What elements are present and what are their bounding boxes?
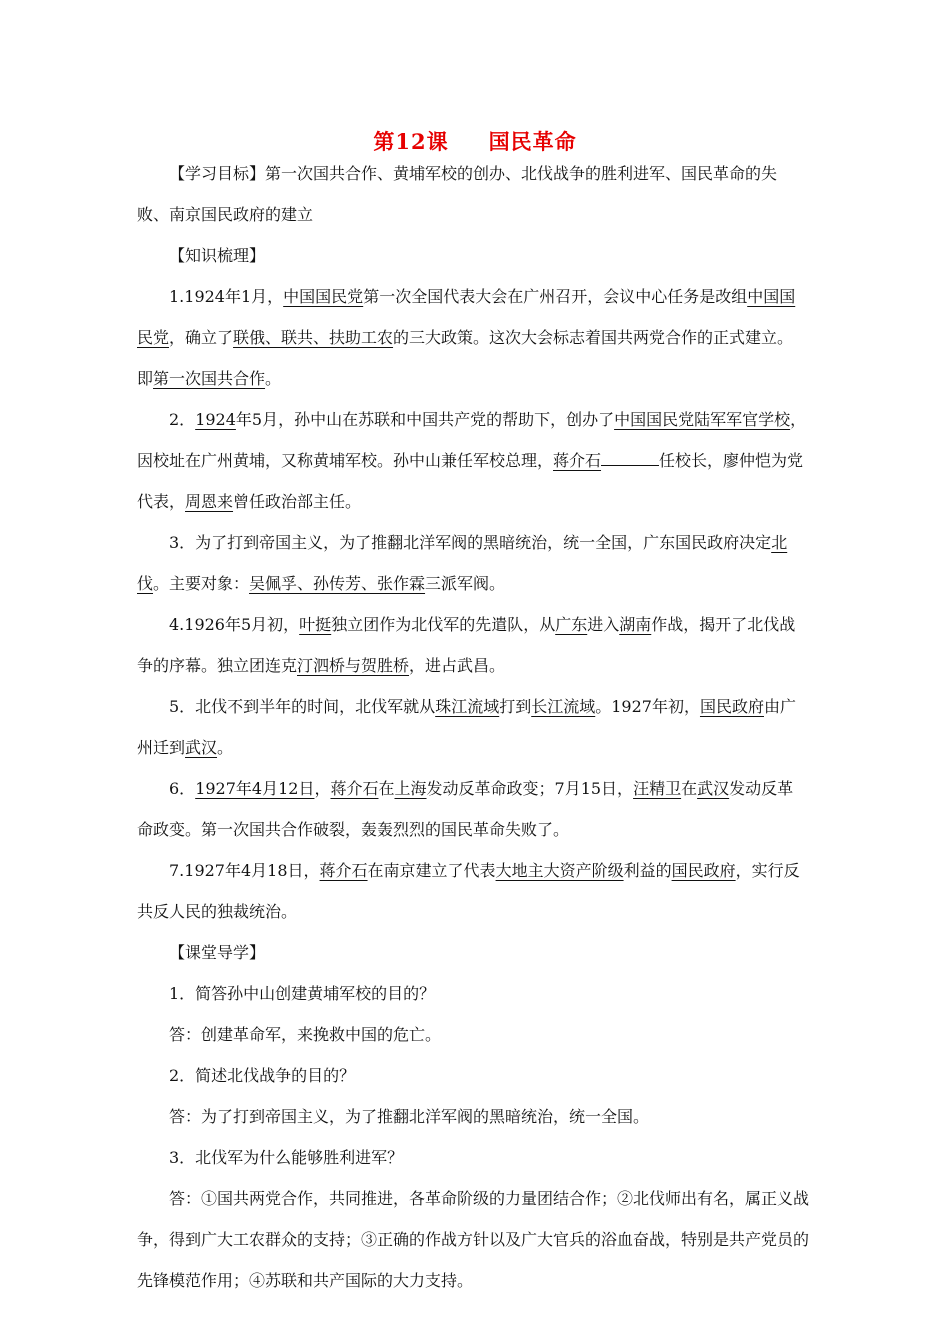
answer-fill: 武汉 [185,738,218,757]
item-text: 打到 [499,697,532,716]
objective-label: 【学习目标】 [169,164,266,183]
knowledge-item [137,604,809,686]
knowledge-item [137,768,809,850]
item-text: 4.1926年5月初， [169,615,300,634]
document-body [137,153,809,1301]
knowledge-heading: 【知识梳理】 [169,246,266,265]
knowledge-item [137,522,809,604]
item-text: 在 [681,779,698,798]
knowledge-item [137,686,809,768]
answer-fill: 珠江流域 [435,697,500,716]
answer-fill: 上海 [394,779,427,798]
answer-fill: 汪精卫 [633,779,682,798]
answer-fill: 北伐 [137,533,788,593]
item-text: ，因校址在广州黄埔，又称黄埔军校。孙中山兼任军校总理， [137,410,807,470]
answer: 答：创建革命军，来挽救中国的危亡。 [169,1025,442,1044]
item-text: 发动反革命政变。第一次国共合作破裂，轰轰烈烈的国民革命失败了。 [137,779,794,839]
item-text: 由广州迁到 [137,697,796,757]
knowledge-item [137,276,809,399]
classroom-heading: 【课堂导学】 [169,943,266,962]
item-text: 独立团作为北伐军的先遣队，从 [331,615,556,634]
item-text: 年5月，孙中山在苏联和中国共产党的帮助下，创办了 [235,410,615,429]
item-text: 2． [169,410,196,429]
item-text: 在 [378,779,395,798]
item-text: 。1927年初， [595,697,700,716]
answer-fill: 叶挺 [299,615,332,634]
answer-fill: 1924 [195,410,236,429]
item-text: 第一次全国代表大会在广州召开，会议中心任务是改组 [363,287,748,306]
objective-text: 第一次国共合作、黄埔军校的创办、北伐战争的胜利进军、国民革命的失败、南京国民政府的建立 [137,164,778,224]
item-text: 。 [265,369,282,388]
item-text: 的三大政策。这次大会标志着国共两党合作的正式建立。即 [137,328,794,388]
answer-fill: 第一次国共合作 [153,369,266,388]
item-text: 曾任政治部主任。 [233,492,362,511]
page-title [0,126,950,156]
item-text: ， [314,779,331,798]
lesson-name: 国民革命 [488,129,577,154]
item-text: ，进占武昌。 [409,656,506,675]
answer-fill: 1927年4月12日 [195,779,315,798]
answer-fill: 武汉 [697,779,730,798]
answer-fill: 湖南 [619,615,652,634]
item-text: 。 [217,738,234,757]
answer-fill: 国民政府 [671,861,736,880]
answer: 答：为了打到帝国主义，为了推翻北洋军阀的黑暗统治，统一全国。 [169,1107,650,1126]
item-text: 7.1927年4月18日， [169,861,320,880]
question: 2．简述北伐战争的目的？ [169,1066,356,1085]
objective-paragraph [137,153,809,235]
item-text: 5．北伐不到半年的时间，北伐军就从 [169,697,436,716]
qa-list [137,973,809,1301]
item-text: 作战，揭开了北伐战争的序幕。独立团连克 [137,615,796,675]
item-text: 任校长，廖仲恺为党代表， [137,451,804,511]
knowledge-item [137,850,809,932]
answer-fill: 联俄、联共、扶助工农 [233,328,394,347]
item-text: 利益的 [623,861,672,880]
item-text: 在南京建立了代表 [367,861,496,880]
answer-fill: 汀泗桥与贺胜桥 [297,656,410,675]
blank-line [601,447,659,466]
answer-fill: 大地主大资产阶级 [495,861,624,880]
answer-fill: 中国国民党 [283,287,364,306]
item-text: ，确立了 [169,328,234,347]
answer-fill: 吴佩孚、孙传芳、张作霖 [249,574,426,593]
answer-fill: 周恩来 [185,492,234,511]
lesson-number: 第12课 [373,129,449,154]
item-text: 进入 [587,615,620,634]
item-text: ，实行反共反人民的独裁统治。 [137,861,800,921]
answer-fill: 广东 [555,615,588,634]
item-text: 发动反革命政变；7月15日， [426,779,634,798]
answer-fill: 国民政府 [699,697,764,716]
knowledge-item [137,399,809,522]
answer-fill: 蒋介石 [330,779,379,798]
question: 3．北伐军为什么能够胜利进军？ [169,1148,404,1167]
answer-fill: 蒋介石 [553,451,602,470]
answer-fill: 中国国民党陆军军官学校 [614,410,791,429]
item-text: 三派军阀。 [425,574,506,593]
answer-fill: 长江流域 [531,697,596,716]
item-text: 1.1924年1月， [169,287,284,306]
answer: 答：①国共两党合作，共同推进，各革命阶级的力量团结合作；②北伐师出有名，属正义战争，得到广大工农群众的支持；③正确的作战方针以及广大官兵的浴血奋战，特别是共产党员的先锋模范作用；④苏联和共产国际的大力支持。 [137,1189,810,1290]
answer-fill: 蒋介石 [319,861,368,880]
answer-fill: 中国国民党 [137,287,796,347]
knowledge-list [137,276,809,932]
item-text: 。主要对象： [153,574,250,593]
item-text: 3．为了打到帝国主义，为了推翻北洋军阀的黑暗统治，统一全国，广东国民政府决定 [169,533,772,552]
item-text: 6． [169,779,196,798]
question: 1．简答孙中山创建黄埔军校的目的？ [169,984,436,1003]
